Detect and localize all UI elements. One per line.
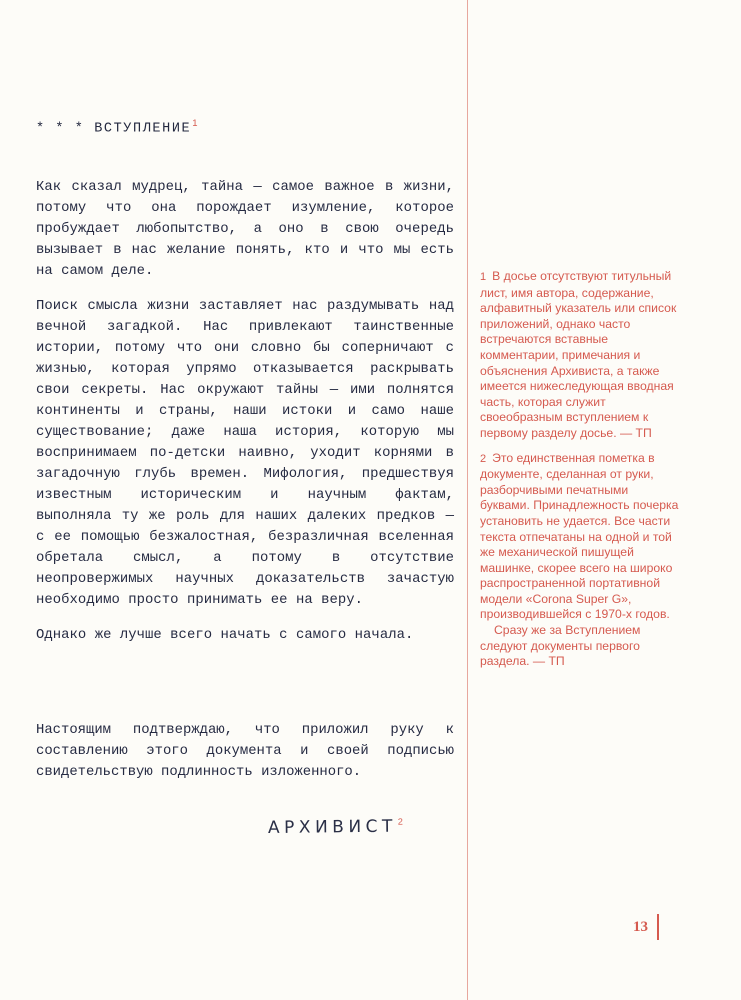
signature-footnote-ref: 2 bbox=[397, 816, 403, 827]
section-heading bbox=[36, 118, 198, 137]
footnote-text: В досье отсутствуют титульный лист, имя автора, содержание, алфавитный указатель или список приложений, однако часто встречаются вставные комментарии, примечания и объяснения Архивиста, а также имеется нижеследующая вводная часть, которая служит своеобразным вступлением к первому разделу досье. — ТП bbox=[480, 269, 677, 440]
page-number-divider bbox=[657, 914, 659, 940]
footnote-number: 1 bbox=[480, 271, 487, 283]
margin-footnotes bbox=[480, 269, 680, 679]
footnote-continuation: Сразу же за Вступлением следуют документы первого раздела. — ТП bbox=[480, 623, 641, 669]
section-heading-text: * * * ВСТУПЛЕНИЕ bbox=[36, 121, 192, 137]
paragraph-2: Поиск смысла жизни заставляет нас раздумывать над вечной загадкой. Нас привлекают таинственные истории, потому что они словно бы соперничают с жизнью, которая упрямо отказывается раскрывать свои секреты. Нас окружают тайны — ими полнятся континенты и страны, наши истоки и само наше существование; даже наша история, которую мы воспринимаем по-детски наивно, уходит корнями в загадочную глубь времен. Мифология, предшествуя известным историческим и научным фактам, выполняла ту же роль для наших далеких предков — с ее помощью безжалостная, безразличная вселенная обретала смысл, а потому в отсутствие неопровержимых научных доказательств зачастую необходимо просто принимать ее на веру. bbox=[36, 298, 454, 608]
closing-statement: Настоящим подтверждаю, что приложил руку к составлению этого документа и своей подписью свидетельствую подлинность изложенного. bbox=[36, 722, 454, 780]
footnote-1 bbox=[480, 269, 680, 442]
main-text-column bbox=[36, 0, 456, 1000]
signature-text: АРХИВИСТ bbox=[267, 816, 397, 838]
footnote-number: 2 bbox=[480, 452, 487, 465]
introduction-body bbox=[36, 177, 454, 646]
margin-divider-line bbox=[467, 0, 468, 1000]
archivist-signature bbox=[268, 817, 403, 838]
footnote-text: Это единственная пометка в документе, сделанная от руки, разборчивыми печатными буквами. Принадлежность почерка установить не удается. Все части текста отпечатаны на одной и той же механической пишущей машинке, скорее всего на широко распространенной портативной модели «Corona Super G», производившейся с 1970-х годов. bbox=[480, 450, 679, 622]
heading-footnote-ref: 1 bbox=[192, 118, 198, 129]
page-number-block bbox=[633, 913, 659, 941]
paragraph-3: Однако же лучше всего начать с самого начала. bbox=[36, 627, 414, 643]
footnote-2 bbox=[480, 451, 680, 670]
page-number: 13 bbox=[633, 918, 648, 935]
paragraph-1: Как сказал мудрец, тайна — самое важное в жизни, потому что она порождает изумление, которое пробуждает любопытство, а оно в свою очередь вызывает в нас желание понять, кто и что мы есть на самом деле. bbox=[36, 179, 454, 279]
